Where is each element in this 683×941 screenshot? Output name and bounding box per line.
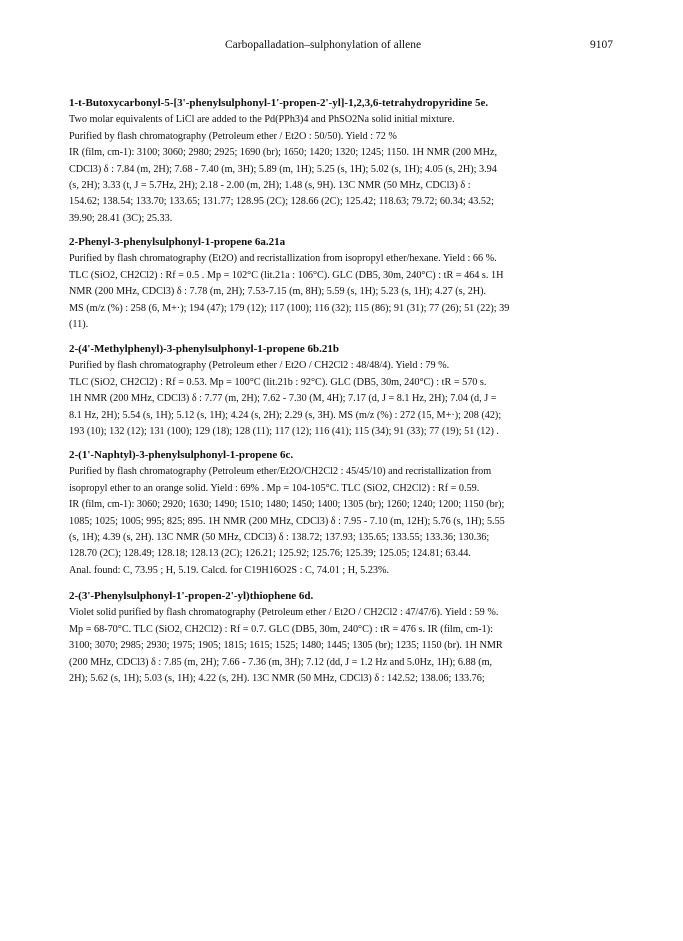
text-line: (200 MHz, CDCl3) δ : 7.85 (m, 2H); 7.66 - 7.36 (m, 3H); 7.12 (dd, J = 1.2 Hz and 5.0Hz, 1H); 6.88 (m, bbox=[69, 656, 493, 668]
text-line: (11). bbox=[69, 319, 89, 331]
text-line: (s, 2H); 3.33 (t, J = 5.7Hz, 2H); 2.18 - 2.00 (m, 2H); 1.48 (s, 9H). 13C NMR (50 MHz, CDCl3) δ : bbox=[69, 180, 471, 192]
compound-entry-5e bbox=[69, 95, 621, 227]
text-line: 39.90; 28.41 (3C); 25.33. bbox=[69, 212, 173, 224]
text-line: TLC (SiO2, CH2Cl2) : Rf = 0.53. Mp = 100°C (lit.21b : 92°C). GLC (DB5, 30m, 240°C) : tR = 570 s. bbox=[69, 376, 487, 388]
text-line: 8.1 Hz, 2H); 5.54 (s, 1H); 5.12 (s, 1H); 4.24 (s, 2H); 2.29 (s, 3H). MS (m/z (%) : 272 (15, M+·); 208 (42); bbox=[69, 409, 502, 421]
compound-entry-6a bbox=[69, 234, 621, 333]
text-line: (s, 1H); 4.39 (s, 2H). 13C NMR (50 MHz, CDCl3) δ : 138.72; 137.93; 135.65; 133.55; 133.36; 130.36; bbox=[69, 532, 490, 544]
compound-title: 2-(1'-Naphtyl)-3-phenylsulphonyl-1-propene 6c. bbox=[69, 449, 294, 461]
text-line: 2H); 5.62 (s, 1H); 5.03 (s, 1H); 4.22 (s, 2H). 13C NMR (50 MHz, CDCl3) δ : 142.52; 138.06; 133.76; bbox=[69, 673, 485, 685]
text-line: Mp = 68-70°C. TLC (SiO2, CH2Cl2) : Rf = 0.7. GLC (DB5, 30m, 240°C) : tR = 476 s. IR (film, cm-1): bbox=[69, 623, 493, 635]
text-line: Purified by flash chromatography (Et2O) and recristallization from isopropyl ether/hexane. Yield : 66 %. bbox=[69, 253, 497, 265]
text-line: IR (film, cm-1): 3060; 2920; 1630; 1490; 1510; 1480; 1450; 1400; 1305 (br); 1260; 1240; 1200; 1150 (br); bbox=[69, 499, 505, 511]
text-line: Anal. found: C, 73.95 ; H, 5.19. Calcd. for C19H16O2S : C, 74.01 ; H, 5.23%. bbox=[69, 564, 390, 576]
text-line: 1H NMR (200 MHz, CDCl3) δ : 7.77 (m, 2H); 7.62 - 7.30 (M, 4H); 7.17 (d, J = 8.1 Hz, 2H); 7.04 (d, J = bbox=[69, 393, 497, 405]
text-line: CDCl3) δ : 7.84 (m, 2H); 7.68 - 7.40 (m, 3H); 5.89 (m, 1H); 5.25 (s, 1H); 5.02 (s, 1H); 4.05 (s, 2H); 3.94 bbox=[69, 163, 497, 175]
text-line: 1085; 1025; 1005; 995; 825; 895. 1H NMR (200 MHz, CDCl3) δ : 7.95 - 7.10 (m, 12H); 5.76 (s, 1H); 5.55 bbox=[69, 515, 505, 527]
text-line: 3100; 3070; 2985; 2930; 1975; 1905; 1815; 1615; 1525; 1480; 1445; 1305 (br); 1235; 1150 (br). 1H NMR bbox=[69, 640, 503, 652]
text-line: Violet solid purified by flash chromatography (Petroleum ether / Et2O / CH2Cl2 : 47/47/6). Yield : 59 %. bbox=[69, 607, 499, 619]
text-line: Purified by flash chromatography (Petroleum ether/Et2O/CH2Cl2 : 45/45/10) and recristallization from bbox=[69, 466, 492, 478]
text-line: Purified by flash chromatography (Petroleum ether / Et2O / CH2Cl2 : 48/48/4). Yield : 79 %. bbox=[69, 360, 450, 372]
text-line: Purified by flash chromatography (Petroleum ether / Et2O : 50/50). Yield : 72 % bbox=[69, 130, 397, 142]
running-header-title: Carbopalladation–sulphonylation of allene bbox=[225, 39, 422, 51]
compound-title: 2-Phenyl-3-phenylsulphonyl-1-propene 6a.21a bbox=[69, 236, 286, 248]
text-line: MS (m/z (%) : 258 (6, M+·); 194 (47); 179 (12); 117 (100); 116 (32); 115 (86); 91 (31); 77 (26); 51 (22); 39 bbox=[69, 302, 510, 314]
compound-entry-6c bbox=[69, 447, 621, 579]
text-line: NMR (200 MHz, CDCl3) δ : 7.78 (m, 2H); 7.53-7.15 (m, 8H); 5.59 (s, 1H); 5.23 (s, 1H); 4.27 (s, 2H). bbox=[69, 286, 487, 298]
text-line: IR (film, cm-1): 3100; 3060; 2980; 2925; 1690 (br); 1650; 1420; 1320; 1245; 1150. 1H NMR (200 MHz, bbox=[69, 147, 498, 159]
text-line: 128.70 (2C); 128.49; 128.18; 128.13 (2C); 126.21; 125.92; 125.76; 125.39; 125.05; 124.81; 63.44. bbox=[69, 548, 471, 560]
text-line: TLC (SiO2, CH2Cl2) : Rf = 0.5 . Mp = 102°C (lit.21a : 106°C). GLC (DB5, 30m, 240°C) : tR = 464 s. 1H bbox=[69, 269, 504, 281]
text-line: 193 (10); 132 (12); 131 (100); 129 (18); 128 (11); 117 (12); 116 (41); 115 (34); 91 (33); 77 (19); 51 (12) . bbox=[69, 426, 499, 438]
compound-title: 2-(4'-Methylphenyl)-3-phenylsulphonyl-1-propene 6b.21b bbox=[69, 343, 339, 355]
page-number: 9107 bbox=[590, 39, 613, 51]
compound-title: 1-t-Butoxycarbonyl-5-[3'-phenylsulphonyl-1'-propen-2'-yl]-1,2,3,6-tetrahydropyridine 5e. bbox=[69, 97, 489, 109]
compound-entry-6d bbox=[69, 588, 621, 687]
compound-entry-6b bbox=[69, 341, 621, 440]
text-line: 154.62; 138.54; 133.70; 133.65; 131.77; 128.95 (2C); 128.66 (2C); 125.42; 118.63; 79.72; 60.34; 43.52; bbox=[69, 196, 494, 208]
text-line: Two molar equivalents of LiCl are added to the Pd(PPh3)4 and PhSO2Na solid initial mixture. bbox=[69, 114, 455, 126]
text-line: isopropyl ether to an orange solid. Yield : 69% . Mp = 104-105°C. TLC (SiO2, CH2Cl2) : Rf = 0.59. bbox=[69, 482, 480, 494]
compound-title: 2-(3'-Phenylsulphonyl-1'-propen-2'-yl)thiophene 6d. bbox=[69, 590, 314, 602]
